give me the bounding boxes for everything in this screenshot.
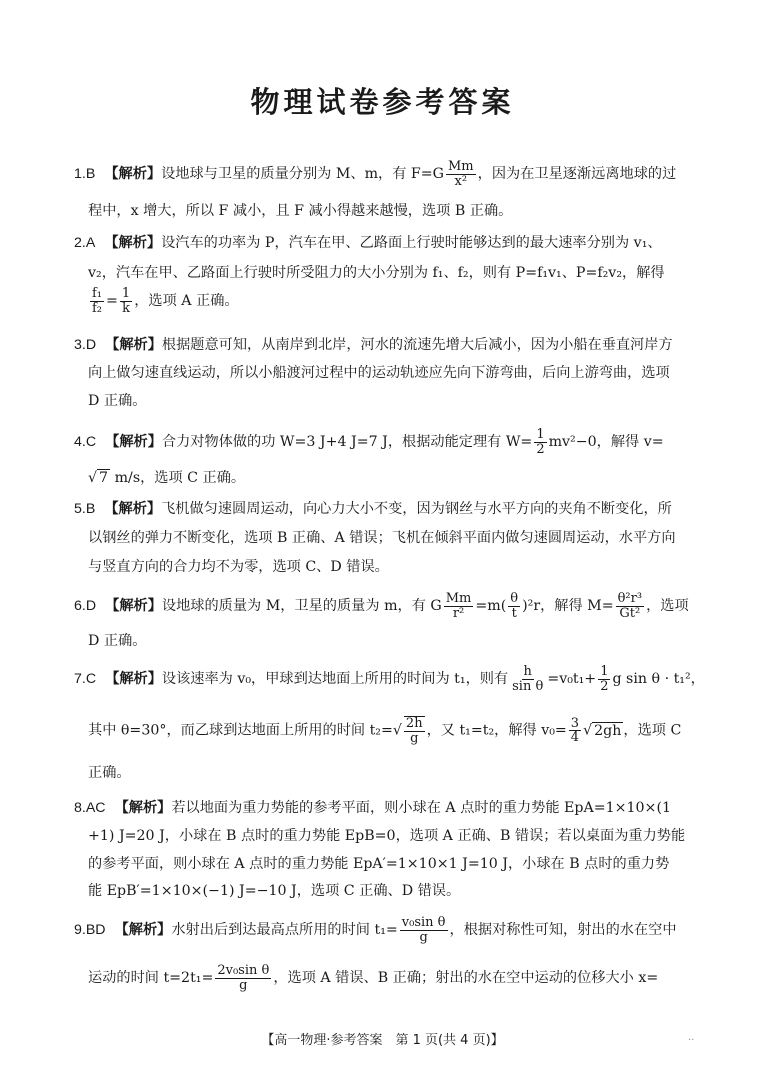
q7-answer: C [85,671,97,688]
q2-fraction-k: $\frac{1}{k}$ [121,286,131,316]
q1-line-1 [74,160,676,188]
q8-number: 8. [74,800,86,816]
q9-fraction-t: $\frac{\text{2v₀sin θ}}{g}$ [217,963,270,993]
corner-mark: .. [688,1032,695,1043]
q4-sqrt: 7 [99,470,109,486]
q1-answer: B [85,166,96,183]
q3-line-2: 向上做匀速直线运动，所以小船渡河过程中的运动轨迹应先向下游弯曲，后向上游弯曲，选项 [88,365,670,381]
q9-line-1: 9.BD 【解析】水射出后到达最高点所用的时间 t₁= $\frac{\text{v₀sin θ}}{g}$ ，根据对称性可知，射出的水在空中 [74,915,677,945]
q7-fraction-2h-g: $\frac{2h}{g}$ [405,716,423,746]
q8-line-1 [74,797,671,817]
q7-fraction-half: $\frac{1}{2}$ [600,664,609,694]
q7-line-3: 正确。 [88,765,131,781]
q2-fraction-f: $\frac{\text{f₁}}{\text{f₂}}$ [92,286,103,316]
q6-line-2: D 正确。 [88,633,147,649]
q9-number: 9. [74,922,86,939]
q4-line-1 [74,428,664,456]
q7-analysis-tag: 【解析】 [105,671,162,688]
q5-line-1 [74,498,672,518]
q7-sqrt-2gh: 2gh [594,722,622,739]
q5-number: 5. [74,501,86,517]
q2-number: 2. [74,235,86,251]
q9-text: 水射出后到达最高点所用的时间 t₁= [171,922,398,939]
q4-line-2: √ 7 m/s，选项 C 正确。 [88,470,246,486]
page-footer: 【高一物理·参考答案 第 1 页(共 4 页)】 [261,1033,504,1048]
q4-number: 4. [74,434,86,451]
q6-fraction-mm: $\frac{Mm}{\text{r²}}$ [445,591,472,621]
q8-analysis-tag: 【解析】 [114,800,172,816]
q9-analysis-tag: 【解析】 [114,922,172,939]
q5-analysis-tag: 【解析】 [104,501,162,517]
q1-fraction: $\frac{Mm}{\text{x²}}$ [448,159,474,189]
q8-text: 若以地面为重力势能的参考平面，则小球在 A 点时的重力势能 EpA=1×10×(1 [171,800,671,816]
q1-number: 1. [74,166,86,183]
q4-text: 合力对物体做的功 W=3 J+4 J=7 J，根据动能定理有 W= [161,434,533,451]
q6-answer: D [85,598,97,615]
q6-text: 设地球的质量为 M，卫星的质量为 m，有 G [161,598,442,615]
q9-answer: BD [85,922,106,939]
q6-number: 6. [74,598,86,615]
q7-fraction-h: $\frac{h}{\text{sin θ}}$ [512,664,544,694]
q3-answer: D [85,337,97,353]
q2-line-1 [74,232,662,252]
q8-line-3: 的参考平面，则小球在 A 点时的重力势能 EpA′=1×10×1 J=10 J，小球在 B 点时的重力势 [88,856,670,872]
q3-line-1 [74,334,673,354]
q7-text: 设该速率为 v₀，甲球到达地面上所用的时间为 t₁，则有 [161,671,509,688]
q2-line-3: $\frac{\text{f₁}}{\text{f₂}}$ = $\frac{1}{k}$ ，选项 A 正确。 [92,286,239,316]
q7-line-1: 7.C 【解析】设该速率为 v₀，甲球到达地面上所用的时间为 t₁，则有 $\frac{h}{\text{sin θ}}$ =v₀t₁+ $\frac{1}{2}$ g sin θ · t₁²， [74,664,705,694]
q1-analysis-tag: 【解析】 [104,166,162,183]
q1-text-b: ，因为在卫星逐渐远离地球的过 [477,166,677,183]
q3-line-3: D 正确。 [88,393,147,409]
q1-text: 设地球与卫星的质量分别为 M、m，有 F=G [161,166,444,183]
q7-fraction-3-4: $\frac{3}{4}$ [570,715,580,746]
q8-answer: AC [85,800,106,816]
q6-fraction-mass: $\frac{\text{θ²r³}}{\text{Gt²}}$ [617,591,643,621]
q6-analysis-tag: 【解析】 [105,598,162,615]
q2-answer: A [85,235,96,251]
q5-text: 飞机做匀速圆周运动，向心力大小不变，因为钢丝与水平方向的夹角不断变化，所 [161,501,672,517]
q4-analysis-tag: 【解析】 [105,434,162,451]
q7-number: 7. [74,671,86,688]
q2-analysis-tag: 【解析】 [104,235,162,251]
q5-line-3: 与竖直方向的合力均不为零，选项 C、D 错误。 [88,559,389,575]
q6-fraction-theta: $\frac{\theta}{t}$ [510,591,519,621]
q1-line-2: 程中，x 增大，所以 F 减小，且 F 减小得越来越慢，选项 B 正确。 [88,203,513,219]
q6-line-1: 6.D 【解析】设地球的质量为 M，卫星的质量为 m，有 G $\frac{Mm}{\text{r²}}$ =m( $\frac{\theta}{t}$ )²r，解得 M= $\frac{\text{θ²r³}}{\text{Gt²}}$ ，选项 [74,591,689,621]
q3-analysis-tag: 【解析】 [105,337,162,353]
q8-line-4: 能 EpB′=1×10×(−1) J=−10 J，选项 C 正确、D 错误。 [88,883,461,899]
q4-fraction-half: $\frac{1}{2}$ [536,427,545,457]
q5-line-2: 以钢丝的弹力不断变化，选项 B 正确、A 错误；飞机在倾斜平面内做匀速圆周运动，水平方向 [88,530,676,546]
q9-fraction-t1: $\frac{\text{v₀sin θ}}{g}$ [401,915,446,945]
q4-answer: C [85,434,97,451]
page-title: 物理试卷参考答案 [250,85,515,119]
q3-text: 根据题意可知，从南岸到北岸，河水的流速先增大后减小，因为小船在垂直河岸方 [161,337,673,353]
q2-line-2: v₂，汽车在甲、乙路面上行驶时所受阻力的大小分别为 f₁、f₂，则有 P=f₁v₁、P=f₂v₂，解得 [88,265,665,281]
q3-number: 3. [74,337,86,353]
q7-line-2: 其中 θ=30°，而乙球到达地面上所用的时间 t₂=√ $\frac{2h}{g}$ ，又 t₁=t₂，解得 v₀= $\frac{3}{4}$ √ 2gh ，选项 C [88,715,682,746]
q2-text: 设汽车的功率为 P，汽车在甲、乙路面上行驶时能够达到的最大速率分别为 v₁、 [161,235,662,251]
q5-answer: B [85,501,96,517]
q9-line-2: 运动的时间 t=2t₁= $\frac{\text{2v₀sin θ}}{g}$ ，选项 A 错误、B 正确；射出的水在空中运动的位移大小 x= [88,963,659,993]
q4-text-b: mv²−0，解得 v= [548,434,664,451]
q8-line-2: +1) J=20 J，小球在 B 点时的重力势能 EpB=0，选项 A 正确、B 错误；若以桌面为重力势能 [88,828,686,844]
